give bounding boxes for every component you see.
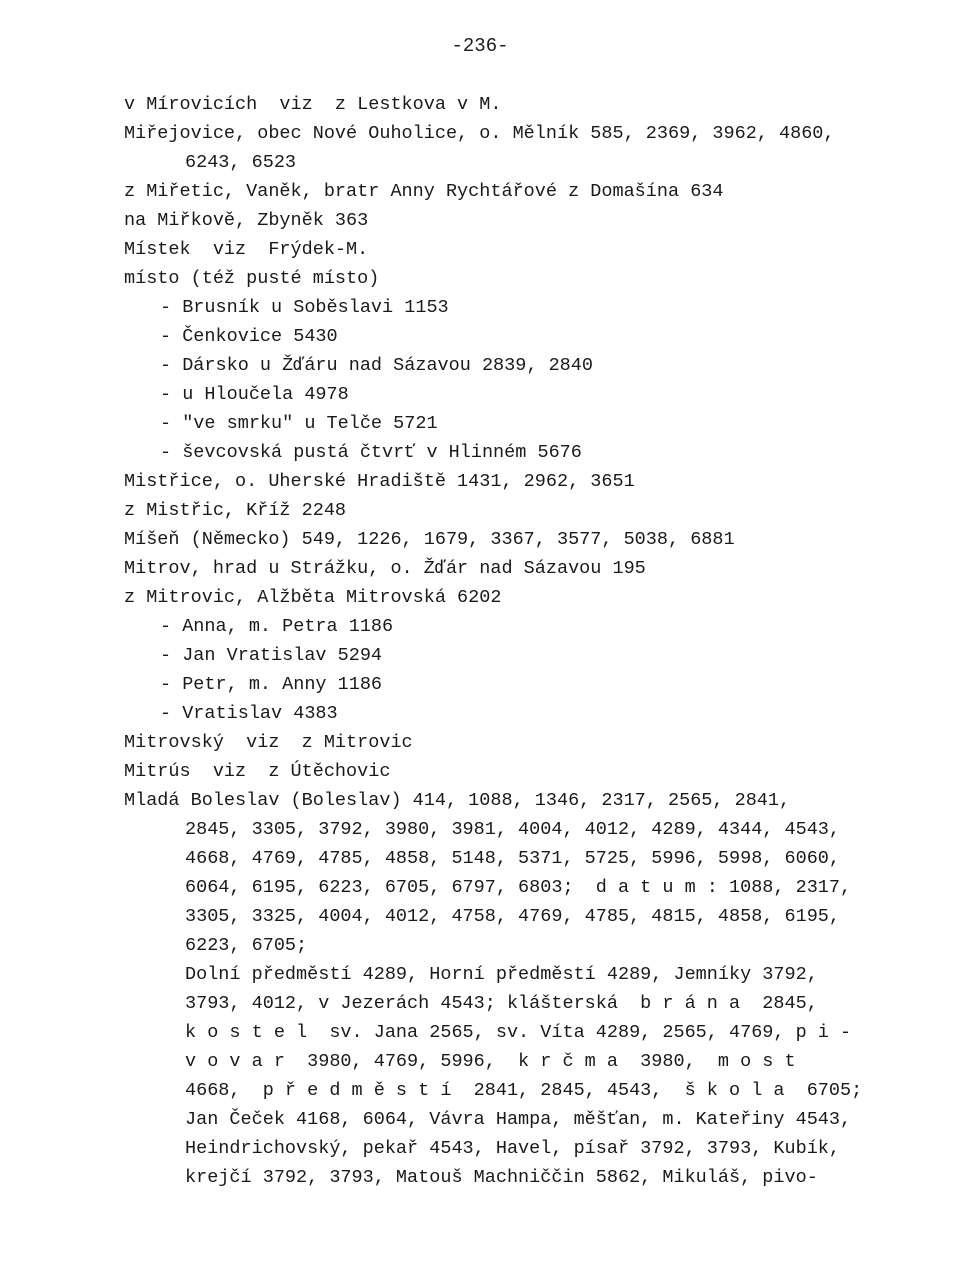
text-line: Dolní předměstí 4289, Horní předměstí 4289, Jemníky 3792, — [185, 964, 818, 985]
page-number: -236- — [451, 35, 509, 57]
text-line: krejčí 3792, 3793, Matouš Machniččin 5862, Mikuláš, pivo- — [185, 1167, 818, 1188]
text-line: k o s t e l sv. Jana 2565, sv. Víta 4289, 2565, 4769, p i - — [185, 1022, 852, 1043]
text-line: na Miřkově, Zbyněk 363 — [124, 210, 369, 231]
text-line: z Miřetic, Vaněk, bratr Anny Rychtářové z Domašína 634 — [124, 181, 724, 202]
text-line: - Čenkovice 5430 — [160, 326, 338, 347]
text-line: 3793, 4012, v Jezerách 4543; klášterská b r á n a 2845, — [185, 993, 818, 1014]
text-line: - Dársko u Žďáru nad Sázavou 2839, 2840 — [160, 355, 593, 376]
index-entries — [124, 90, 914, 1192]
text-line: 4668, p ř e d m ě s t í 2841, 2845, 4543, š k o l a 6705; — [185, 1080, 863, 1101]
text-line: Mitrov, hrad u Strážku, o. Žďár nad Sázavou 195 — [124, 558, 646, 579]
text-line: v o v a r 3980, 4769, 5996, k r č m a 3980, m o s t — [185, 1051, 796, 1072]
text-line: 6243, 6523 — [185, 152, 297, 173]
text-line: Mladá Boleslav (Boleslav) 414, 1088, 1346, 2317, 2565, 2841, — [124, 790, 791, 811]
text-line: Místek viz Frýdek-M. — [124, 239, 369, 260]
text-line: Jan Čeček 4168, 6064, Vávra Hampa, měšťan, m. Kateřiny 4543, — [185, 1109, 852, 1130]
text-line: Mitrovský viz z Mitrovic — [124, 732, 413, 753]
text-line: - Anna, m. Petra 1186 — [160, 616, 394, 637]
text-line: z Mistřic, Kříž 2248 — [124, 500, 347, 521]
text-line: - Petr, m. Anny 1186 — [160, 674, 383, 695]
text-line: - Jan Vratislav 5294 — [160, 645, 383, 666]
text-line: 6223, 6705; — [185, 935, 308, 956]
text-line: 2845, 3305, 3792, 3980, 3981, 4004, 4012, 4289, 4344, 4543, — [185, 819, 841, 840]
text-line: - ševcovská pustá čtvrť v Hlinném 5676 — [160, 442, 582, 463]
text-line: v Mírovicích viz z Lestkova v M. — [124, 94, 502, 115]
text-line: místo (též pusté místo) — [124, 268, 380, 289]
text-line: - Brusník u Soběslavi 1153 — [160, 297, 449, 318]
text-line: Mistřice, o. Uherské Hradiště 1431, 2962, 3651 — [124, 471, 635, 492]
text-line: Miřejovice, obec Nové Ouholice, o. Mělník 585, 2369, 3962, 4860, — [124, 123, 835, 144]
text-line: Heindrichovský, pekař 4543, Havel, písař 3792, 3793, Kubík, — [185, 1138, 841, 1159]
text-line: 6064, 6195, 6223, 6705, 6797, 6803; d a t u m : 1088, 2317, — [185, 877, 852, 898]
text-line: - u Hloučela 4978 — [160, 384, 349, 405]
text-line: - Vratislav 4383 — [160, 703, 338, 724]
text-line: z Mitrovic, Alžběta Mitrovská 6202 — [124, 587, 502, 608]
text-line: - "ve smrku" u Telče 5721 — [160, 413, 438, 434]
text-line: Míšeň (Německo) 549, 1226, 1679, 3367, 3577, 5038, 6881 — [124, 529, 735, 550]
text-line: 4668, 4769, 4785, 4858, 5148, 5371, 5725, 5996, 5998, 6060, — [185, 848, 841, 869]
text-line: Mitrús viz z Útěchovic — [124, 761, 391, 782]
text-line: 3305, 3325, 4004, 4012, 4758, 4769, 4785, 4815, 4858, 6195, — [185, 906, 841, 927]
